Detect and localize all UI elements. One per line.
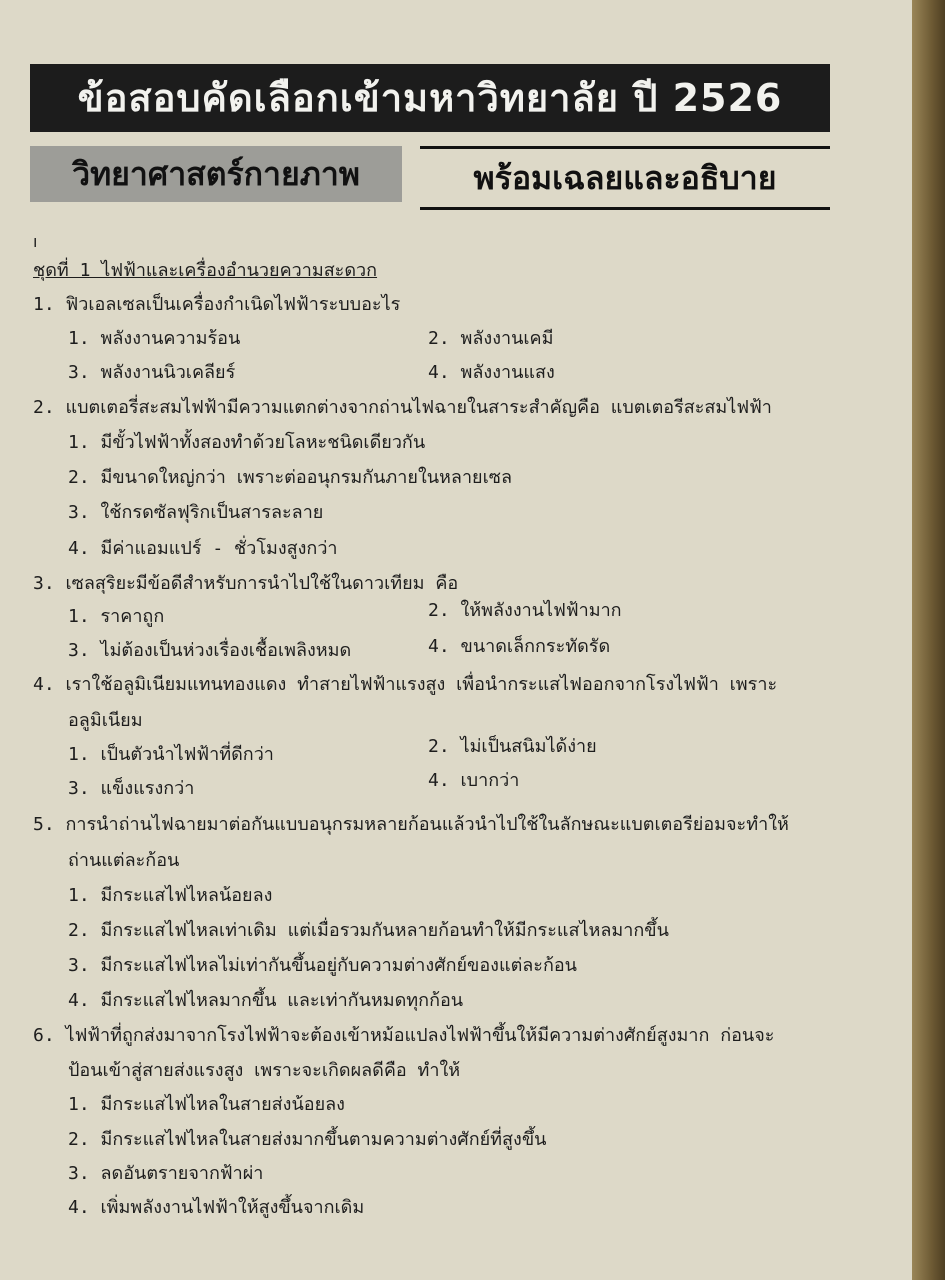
answers-subtitle: พร้อมเฉลยและอธิบาย <box>420 146 830 210</box>
q3-choice-1: 1. ราคาถูก <box>68 606 165 627</box>
q2-choice-2: 2. มีขนาดใหญ่กว่า เพราะต่ออนุกรมกันภายในหลายเซล <box>68 467 512 488</box>
q1-choice-3: 3. พลังงานนิวเคลียร์ <box>68 362 236 383</box>
q4-choice-1: 1. เป็นตัวนำไฟฟ้าที่ดีกว่า <box>68 744 274 765</box>
q1-choice-1: 1. พลังงานความร้อน <box>68 328 241 349</box>
question-4-continued: อลูมิเนียม <box>68 710 143 731</box>
question-1: 1. ฟิวเอลเซลเป็นเครื่องกำเนิดไฟฟ้าระบบอะไร <box>33 294 401 315</box>
q5-choice-2: 2. มีกระแสไฟไหลเท่าเดิม แต่เมื่อรวมกันหลายก้อนทำให้มีกระแสไหลมากขึ้น <box>68 920 669 941</box>
q4-choice-3: 3. แข็งแรงกว่า <box>68 778 195 799</box>
q5-choice-1: 1. มีกระแสไฟไหลน้อยลง <box>68 885 273 906</box>
question-3: 3. เซลสุริยะมีข้อดีสำหรับการนำไปใช้ในดาวเทียม คือ <box>33 573 459 594</box>
q1-choice-2: 2. พลังงานเคมี <box>428 328 554 349</box>
set-title: ชุดที่ 1 ไฟฟ้าและเครื่องอำนวยความสะดวก <box>33 260 378 281</box>
subject-title: วิทยาศาสตร์กายภาพ <box>30 146 402 202</box>
q6-choice-1: 1. มีกระแสไฟไหลในสายส่งน้อยลง <box>68 1094 345 1115</box>
q5-choice-4: 4. มีกระแสไฟไหลมากขึ้น และเท่ากันหมดทุกก้อน <box>68 990 464 1011</box>
q1-choice-4: 4. พลังงานแสง <box>428 362 555 383</box>
question-2: 2. แบตเตอรี่สะสมไฟฟ้ามีความแตกต่างจากถ่านไฟฉายในสาระสำคัญคือ แบตเตอรีสะสมไฟฟ้า <box>33 397 772 418</box>
q3-choice-3: 3. ไม่ต้องเป็นห่วงเรื่องเชื้อเพลิงหมด <box>68 640 352 661</box>
question-5: 5. การนำถ่านไฟฉายมาต่อกันแบบอนุกรมหลายก้อนแล้วนำไปใช้ในลักษณะแบตเตอรีย่อมจะทำให้ <box>33 814 789 835</box>
question-6: 6. ไฟฟ้าที่ถูกส่งมาจากโรงไฟฟ้าจะต้องเข้าหม้อแปลงไฟฟ้าขึ้นให้มีความต่างศักย์สูงมาก ก่อนจะ <box>33 1025 775 1046</box>
question-5-continued: ถ่านแต่ละก้อน <box>68 850 180 871</box>
exam-title-banner: ข้อสอบคัดเลือกเข้ามหาวิทยาลัย ปี 2526 <box>30 64 830 132</box>
q3-choice-2: 2. ให้พลังงานไฟฟ้ามาก <box>428 600 622 621</box>
book-edge <box>912 0 945 1280</box>
q5-choice-3: 3. มีกระแสไฟไหลไม่เท่ากันขึ้นอยู่กับความต่างศักย์ของแต่ละก้อน <box>68 955 577 976</box>
q2-choice-1: 1. มีขั้วไฟฟ้าทั้งสองทำด้วยโลหะชนิดเดียวกัน <box>68 432 426 453</box>
q3-choice-4: 4. ขนาดเล็กกระทัดรัด <box>428 636 611 657</box>
question-4: 4. เราใช้อลูมิเนียมแทนทองแดง ทำสายไฟฟ้าแรงสูง เพื่อนำกระแสไฟออกจากโรงไฟฟ้า เพราะ <box>33 674 778 695</box>
q4-choice-4: 4. เบากว่า <box>428 770 520 791</box>
q6-choice-4: 4. เพิ่มพลังงานไฟฟ้าให้สูงขึ้นจากเดิม <box>68 1197 365 1218</box>
question-6-continued: ป้อนเข้าสู่สายส่งแรงสูง เพราะจะเกิดผลดีคือ ทำให้ <box>68 1060 461 1081</box>
q6-choice-2: 2. มีกระแสไฟไหลในสายส่งมากขึ้นตามความต่างศักย์ที่สูงขึ้น <box>68 1129 547 1150</box>
q4-choice-2: 2. ไม่เป็นสนิมได้ง่าย <box>428 736 597 757</box>
q6-choice-3: 3. ลดอันตรายจากฟ้าผ่า <box>68 1163 264 1184</box>
q2-choice-4: 4. มีค่าแอมแปร์ - ชั่วโมงสูงกว่า <box>68 538 338 559</box>
q2-choice-3: 3. ใช้กรดซัลฟุริกเป็นสารละลาย <box>68 502 324 523</box>
pen-mark: ı <box>33 232 38 251</box>
